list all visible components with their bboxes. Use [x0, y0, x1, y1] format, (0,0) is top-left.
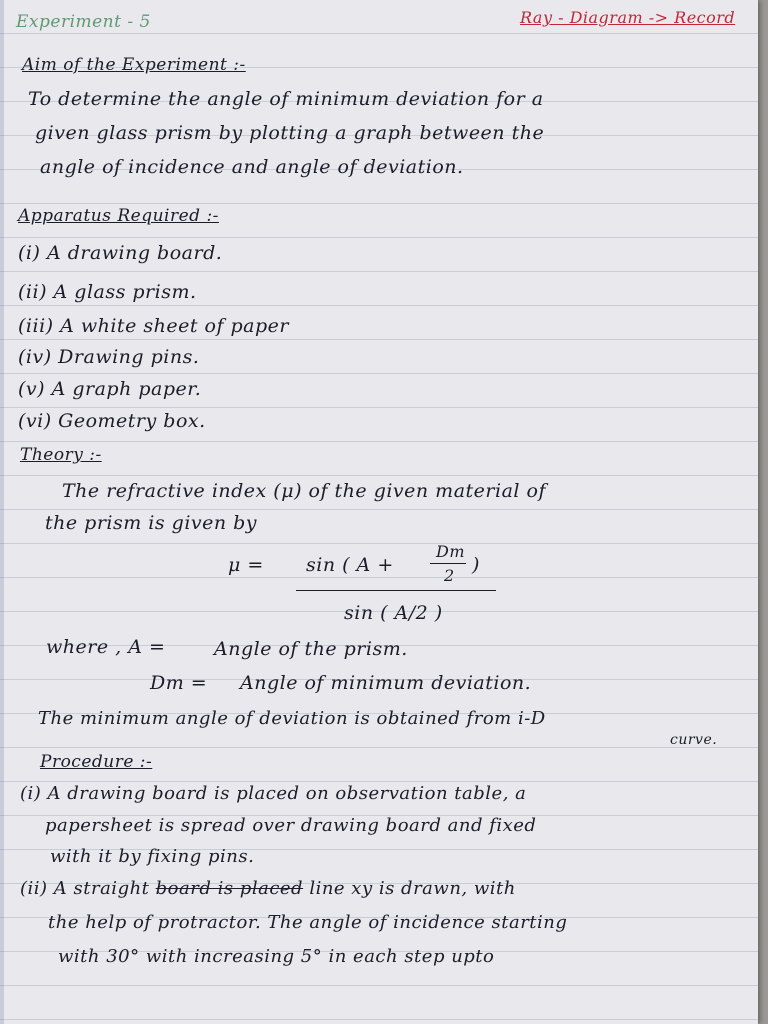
aim-heading: Aim of the Experiment :-: [22, 55, 246, 75]
formula-fraction-bar: [296, 590, 496, 591]
experiment-title: Experiment - 5: [16, 12, 151, 32]
apparatus-heading: Apparatus Required :-: [18, 206, 219, 226]
aim-line-3: angle of incidence and angle of deviation.: [40, 156, 464, 178]
procedure-heading: Procedure :-: [40, 752, 153, 772]
procedure-step-2-line-1: [20, 878, 516, 899]
theory-line-2: the prism is given by: [45, 512, 258, 534]
step-2-prefix: (ii) A straight: [20, 878, 150, 899]
step-2-suffix: line xy is drawn, with: [309, 878, 516, 899]
record-note: Ray - Diagram -> Record: [520, 8, 736, 27]
aim-line-1: To determine the angle of minimum deviation for a: [28, 88, 544, 110]
procedure-step-2-line-2: the help of protractor. The angle of incidence starting: [48, 912, 568, 933]
formula-lhs: μ =: [228, 554, 264, 576]
apparatus-item-4: (iv) Drawing pins.: [18, 346, 200, 368]
formula-dm-bar: [430, 563, 466, 564]
procedure-line-3: with it by fixing pins.: [50, 846, 255, 867]
formula-denominator: sin ( A/2 ): [344, 602, 443, 624]
apparatus-item-2: (ii) A glass prism.: [18, 281, 197, 303]
step-2-struck-text: board is placed: [155, 878, 304, 899]
formula-numerator: sin ( A +: [306, 554, 394, 576]
apparatus-item-1: (i) A drawing board.: [18, 242, 223, 264]
formula-dm-top: Dm: [436, 542, 465, 561]
minimum-deviation-line: The minimum angle of deviation is obtained from i-D: [38, 708, 546, 729]
procedure-line-1: (i) A drawing board is placed on observation table, a: [20, 783, 527, 804]
apparatus-item-6: (vi) Geometry box.: [18, 410, 206, 432]
where-dm-label: Dm =: [150, 672, 208, 694]
margin-rule: [0, 0, 4, 1024]
where-label: where , A =: [46, 636, 166, 658]
aim-line-2: given glass prism by plotting a graph between the: [35, 122, 545, 144]
apparatus-item-5: (v) A graph paper.: [18, 378, 202, 400]
formula-dm-bottom: 2: [444, 566, 455, 585]
procedure-line-2: papersheet is spread over drawing board and fixed: [45, 815, 537, 836]
formula-numerator-close: ): [472, 554, 480, 576]
where-dm-text: Angle of minimum deviation.: [240, 672, 532, 694]
theory-heading: Theory :-: [20, 445, 102, 465]
where-a-text: Angle of the prism.: [214, 638, 408, 660]
curve-word: curve.: [670, 732, 718, 748]
theory-line-1: The refractive index (μ) of the given material of: [62, 480, 546, 502]
apparatus-item-3: (iii) A white sheet of paper: [18, 315, 289, 337]
procedure-step-2-line-3: with 30° with increasing 5° in each step upto: [58, 946, 495, 967]
